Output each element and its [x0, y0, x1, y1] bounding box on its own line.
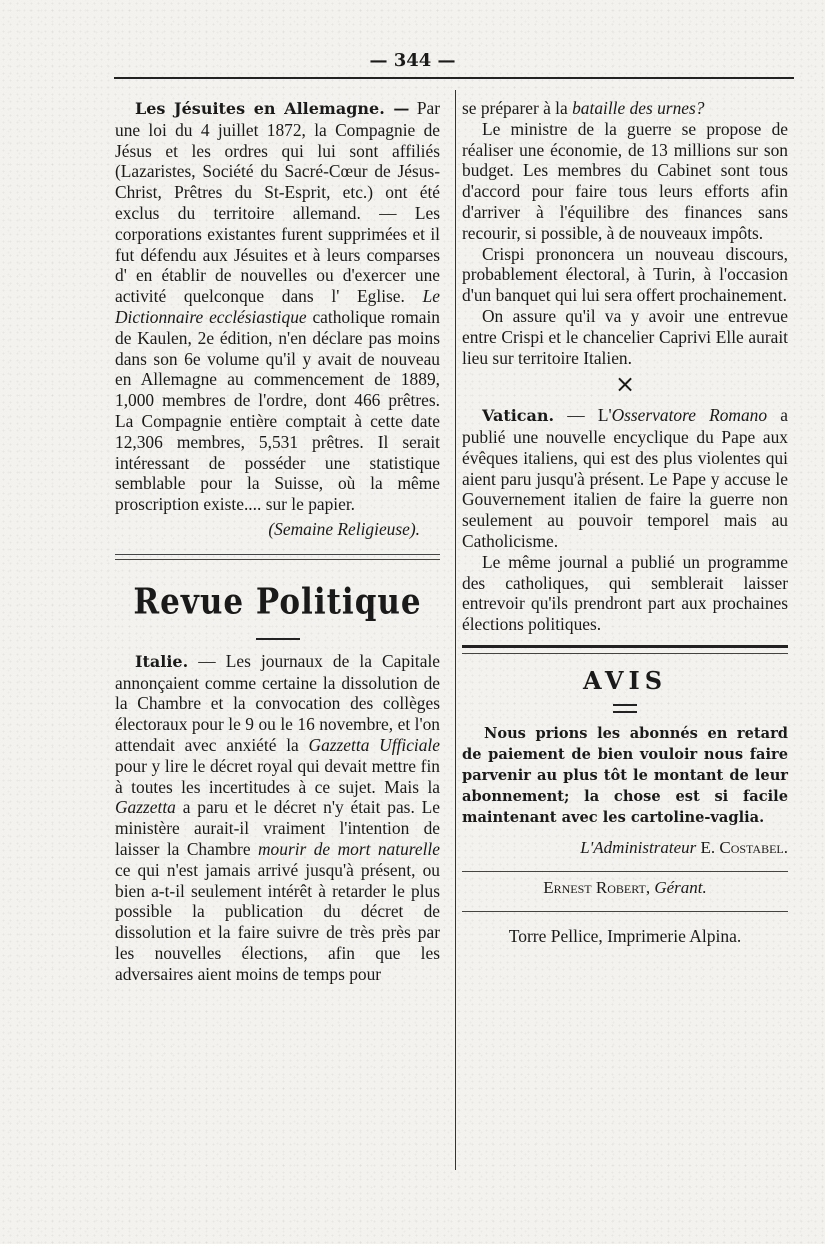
article-italie-continued: se préparer à la bataille des urnes?: [462, 98, 705, 118]
section-rule: [115, 554, 440, 560]
article-jesuites: [115, 98, 440, 540]
dictionary-title: Le Dictionnaire ecclésiastique: [115, 286, 440, 327]
paragraph-caprivi: On assure qu'il va y avoir une entrevue entre Crispi et le chancelier Caprivi Elle aurait lieu sur territoire Italien.: [462, 305, 788, 368]
title-dash: [256, 638, 300, 643]
article-body: Par une loi du 4 juillet 1872, la Compagnie de Jésus et les ordres qui lui sont affiliés (Lazaristes, Société du Sacré-Cœur de Jésus-Christ, Prêtres du St-Esprit, etc.) ont été exclus du territoire allemand. — Les corporations existantes furent supprimées et il fut défendu aux Jésuites et à leurs comparses d' en établir de nouvelles ou d'exercer une activité quelconque dans l' Eglise.: [115, 98, 440, 307]
gazzetta-ufficiale: Gazzetta Ufficiale: [308, 734, 440, 755]
column-divider: [455, 90, 456, 1170]
left-column: [115, 98, 440, 984]
avis-notice: Nous prions les abonnés en retard de paiement de bien vouloir nous faire parvenir au plus tôt le montant de leur abonnement; la chose est si facile maintenant avec les cartoline-vaglia.: [462, 724, 788, 826]
avis-title: AVIS: [582, 665, 668, 695]
article-source: (Semaine Religieuse).: [268, 518, 420, 539]
avis-ornament: [613, 704, 637, 713]
page-number: — 344 —: [369, 50, 456, 71]
gerant-line: Ernest Robert, Gérant.: [543, 877, 707, 897]
section-title-revue-politique: Revue Politique: [133, 581, 422, 623]
administrator-signature: L'Administrateur E. Costabel.: [580, 837, 788, 857]
paragraph-budget: Le ministre de la guerre se propose de réaliser une économie, de 13 millions sur son budget. Les membres du Cabinet sont tous d'accord pour faire tous leurs efforts afin d'arriver à l'équilibre des finances sans recourir, si possible, à de nouveaux impôts.: [462, 118, 788, 243]
paragraph-programme: Le même journal a publié un programme des catholiques, qui semblerait laisser entrevoir qu'ils prendront part aux prochaines élections politiques.: [462, 551, 788, 635]
paragraph-crispi: Crispi prononcera un nouveau discours, probablement électoral, à Turin, à l'occasion d'un banquet qui lui sera offert prochainement.: [462, 243, 788, 306]
article-lead-italie: Italie.: [135, 651, 189, 671]
article-vatican: Vatican. — L'Osservatore Romano a publié une nouvelle encyclique du Pape aux évêques italiens, qui est des plus violentes qui aient paru jusqu'à présent. Le Pape y accuse le Gouvernement italien de faire la guerre non seulement au pouvoir temporel mais au Catholicisme. Le même journal a publié un programme des catholiques, qui semblerait laisser entrevoir qu'ils prendront part aux prochaines élections politiques.: [462, 405, 788, 635]
article-body-cont: catholique romain de Kaulen, 2e édition, n'en déclare pas moins dans son 6e volume qu'il y avait de nouveau en Allemagne au commencement de 1889, 1,000 membres de l'ordre, dont 466 prêtres. La Compagnie entière comptait à cette date 12,306 membres, 5,531 prêtres. Il serait intéressant de posséder une statistique semblable pour la Suisse, où la même proscription existe.... sur le papier.: [115, 306, 440, 515]
separator-cross: ×: [614, 370, 636, 399]
footer-rule: [462, 871, 788, 872]
header-rule: [114, 77, 794, 79]
article-italie: Italie. — Les journaux de la Capitale annonçaient comme certaine la dissolution de la Chambre et la convocation des collèges électoraux pour le 9 ou le 16 novembre, et l'on attendait avec anxiété la Gazzetta Ufficiale pour y lire le décret royal qui devait mettre fin à toutes les incertitudes à ce sujet. Mais la Gazzetta a paru et le décret n'y était pas. Le ministère aurait-il vraiment l'intention de laisser la Chambre mourir de mort naturelle ce qui n'est jamais arrivé jusqu'à présent, ou bien a-t-il seulement intérêt à retarder le plus possible la publication du décret de dissolution et la faire suivre de très près par les nouvelles élections, afin que les adversaires aient moins de temps pour: [115, 650, 440, 984]
footer-rule-2: [462, 911, 788, 912]
printer-line: Torre Pellice, Imprimerie Alpina.: [508, 925, 742, 946]
right-column: [462, 98, 788, 946]
article-lead-vatican: Vatican.: [482, 406, 555, 426]
avis-rule: [462, 645, 788, 654]
article-lead-jesuites: Les Jésuites en Allemagne. —: [135, 99, 410, 118]
